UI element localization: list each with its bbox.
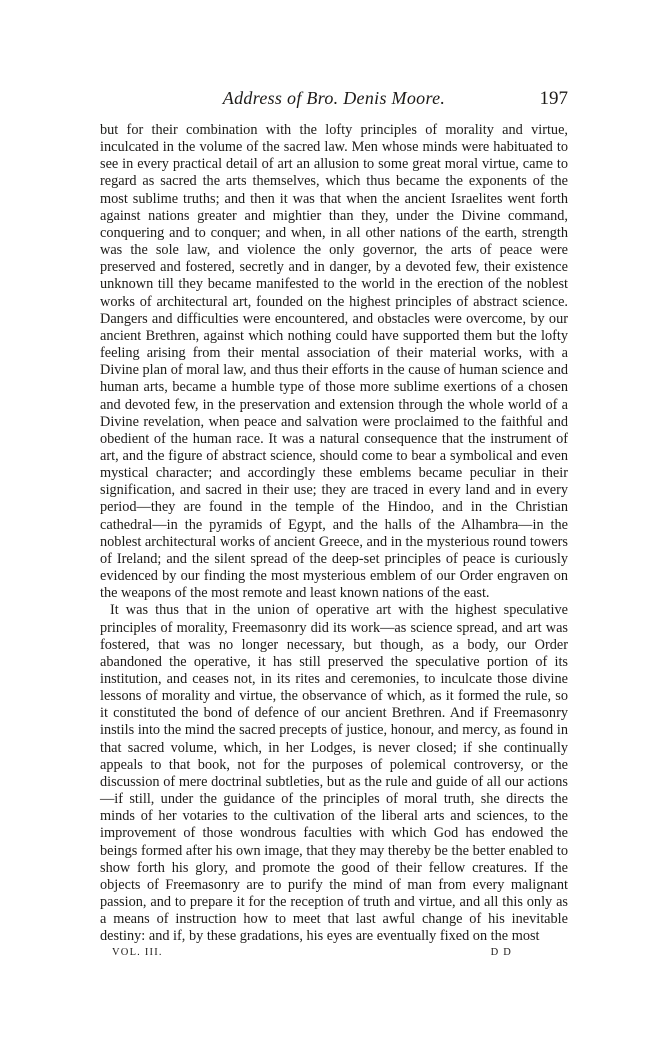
paragraph-1: but for their combination with the lofty principles of morality and virtue, inculcated in the volume of the sacred law. Men whose minds were habituated to see in every practical detail of art an allusion to some great moral virtue, came to regard as sacred the arts themselves, which thus became the exponents of the most sublime truths; and then it was that when the ancient Israelites went forth against nations greater and mightier than they, under the Divine command, conquering and to conquer; and when, in all other nations of the earth, strength was the sole law, and violence the only governor, the arts of peace were preserved and fostered, secretly and in danger, by a devoted few, their existence unknown till they became manifested to the world in the erection of the noblest works of architectural art, founded on the highest principles of abstract science. Dangers and difficulties were encountered, and obstacles were overcome, by our ancient Brethren, against which nothing could have supported them but the lofty feeling arising from their mental association of their material works, with a Divine plan of moral law, and thus their efforts in the cause of human science and human arts, became a humble type of those more sublime exertions of a chosen and devoted few, in the preservation and extension through the whole world of a Divine revelation, when peace and salvation were proclaimed to the faithful and obedient of the human race. It was a natural consequence that the instrument of art, and the figure of abstract science, should come to bear a symbolical and even mystical character; and accordingly these emblems became peculiar in their signification, and sacred in their use; they are traced in every land and in every period—they are found in the temple of the Hindoo, and in the Christian cathedral—in the pyramids of Egypt, and the halls of the Alhambra—in the noblest architectural works of ancient Greece, and in the mysterious round towers of Ireland; and the silent spread of the deep-set principles of peace is curiously evidenced by our finding the most mysterious emblem of our Order engraven on the weapons of the most remote and least known nations of the east. bbox=[100, 122, 568, 602]
paragraph-2: It was thus that in the union of operative art with the highest speculative principles of morality, Freemasonry did its work—as science spread, and art was fostered, that was no longer necessary, but though, as a body, our Order abandoned the operative, it has still preserved the speculative portion of its institution, and ceases not, in its rites and ceremonies, to inculcate those divine lessons of morality and virtue, the observance of which, as it formed the rule, so it constituted the bond of defence of our ancient Brethren. And if Freemasonry instils into the mind the sacred precepts of justice, honour, and mercy, as found in that sacred volume, which, in her Lodges, is never closed; if she continually appeals to that book, not for the purposes of polemical controversy, or the discussion of mere doctrinal subtleties, but as the rule and guide of all our actions—if still, under the guidance of the principles of moral truth, she directs the minds of her votaries to the cultivation of the liberal arts and sciences, to the improvement of those wondrous faculties with which God has endowed the beings formed after his own image, that they may thereby be the better enabled to show forth his glory, and promote the good of their fellow creatures. If the objects of Freemasonry are to purify the mind of man from every malignant passion, and to prepare it for the reception of truth and virtue, and all this only as a means of instruction how to meet that last awful change of his inevitable destiny: and if, by these gradations, his eyes are eventually fixed on the most bbox=[100, 602, 568, 945]
page-footer bbox=[100, 947, 568, 967]
running-title: Address of Bro. Denis Moore. bbox=[222, 88, 446, 108]
volume-label: VOL. III. bbox=[112, 946, 163, 958]
text-block bbox=[100, 122, 568, 946]
book-page bbox=[100, 88, 568, 967]
signature-mark: D D bbox=[490, 946, 512, 958]
page-number: 197 bbox=[539, 88, 568, 109]
running-head bbox=[100, 88, 568, 122]
